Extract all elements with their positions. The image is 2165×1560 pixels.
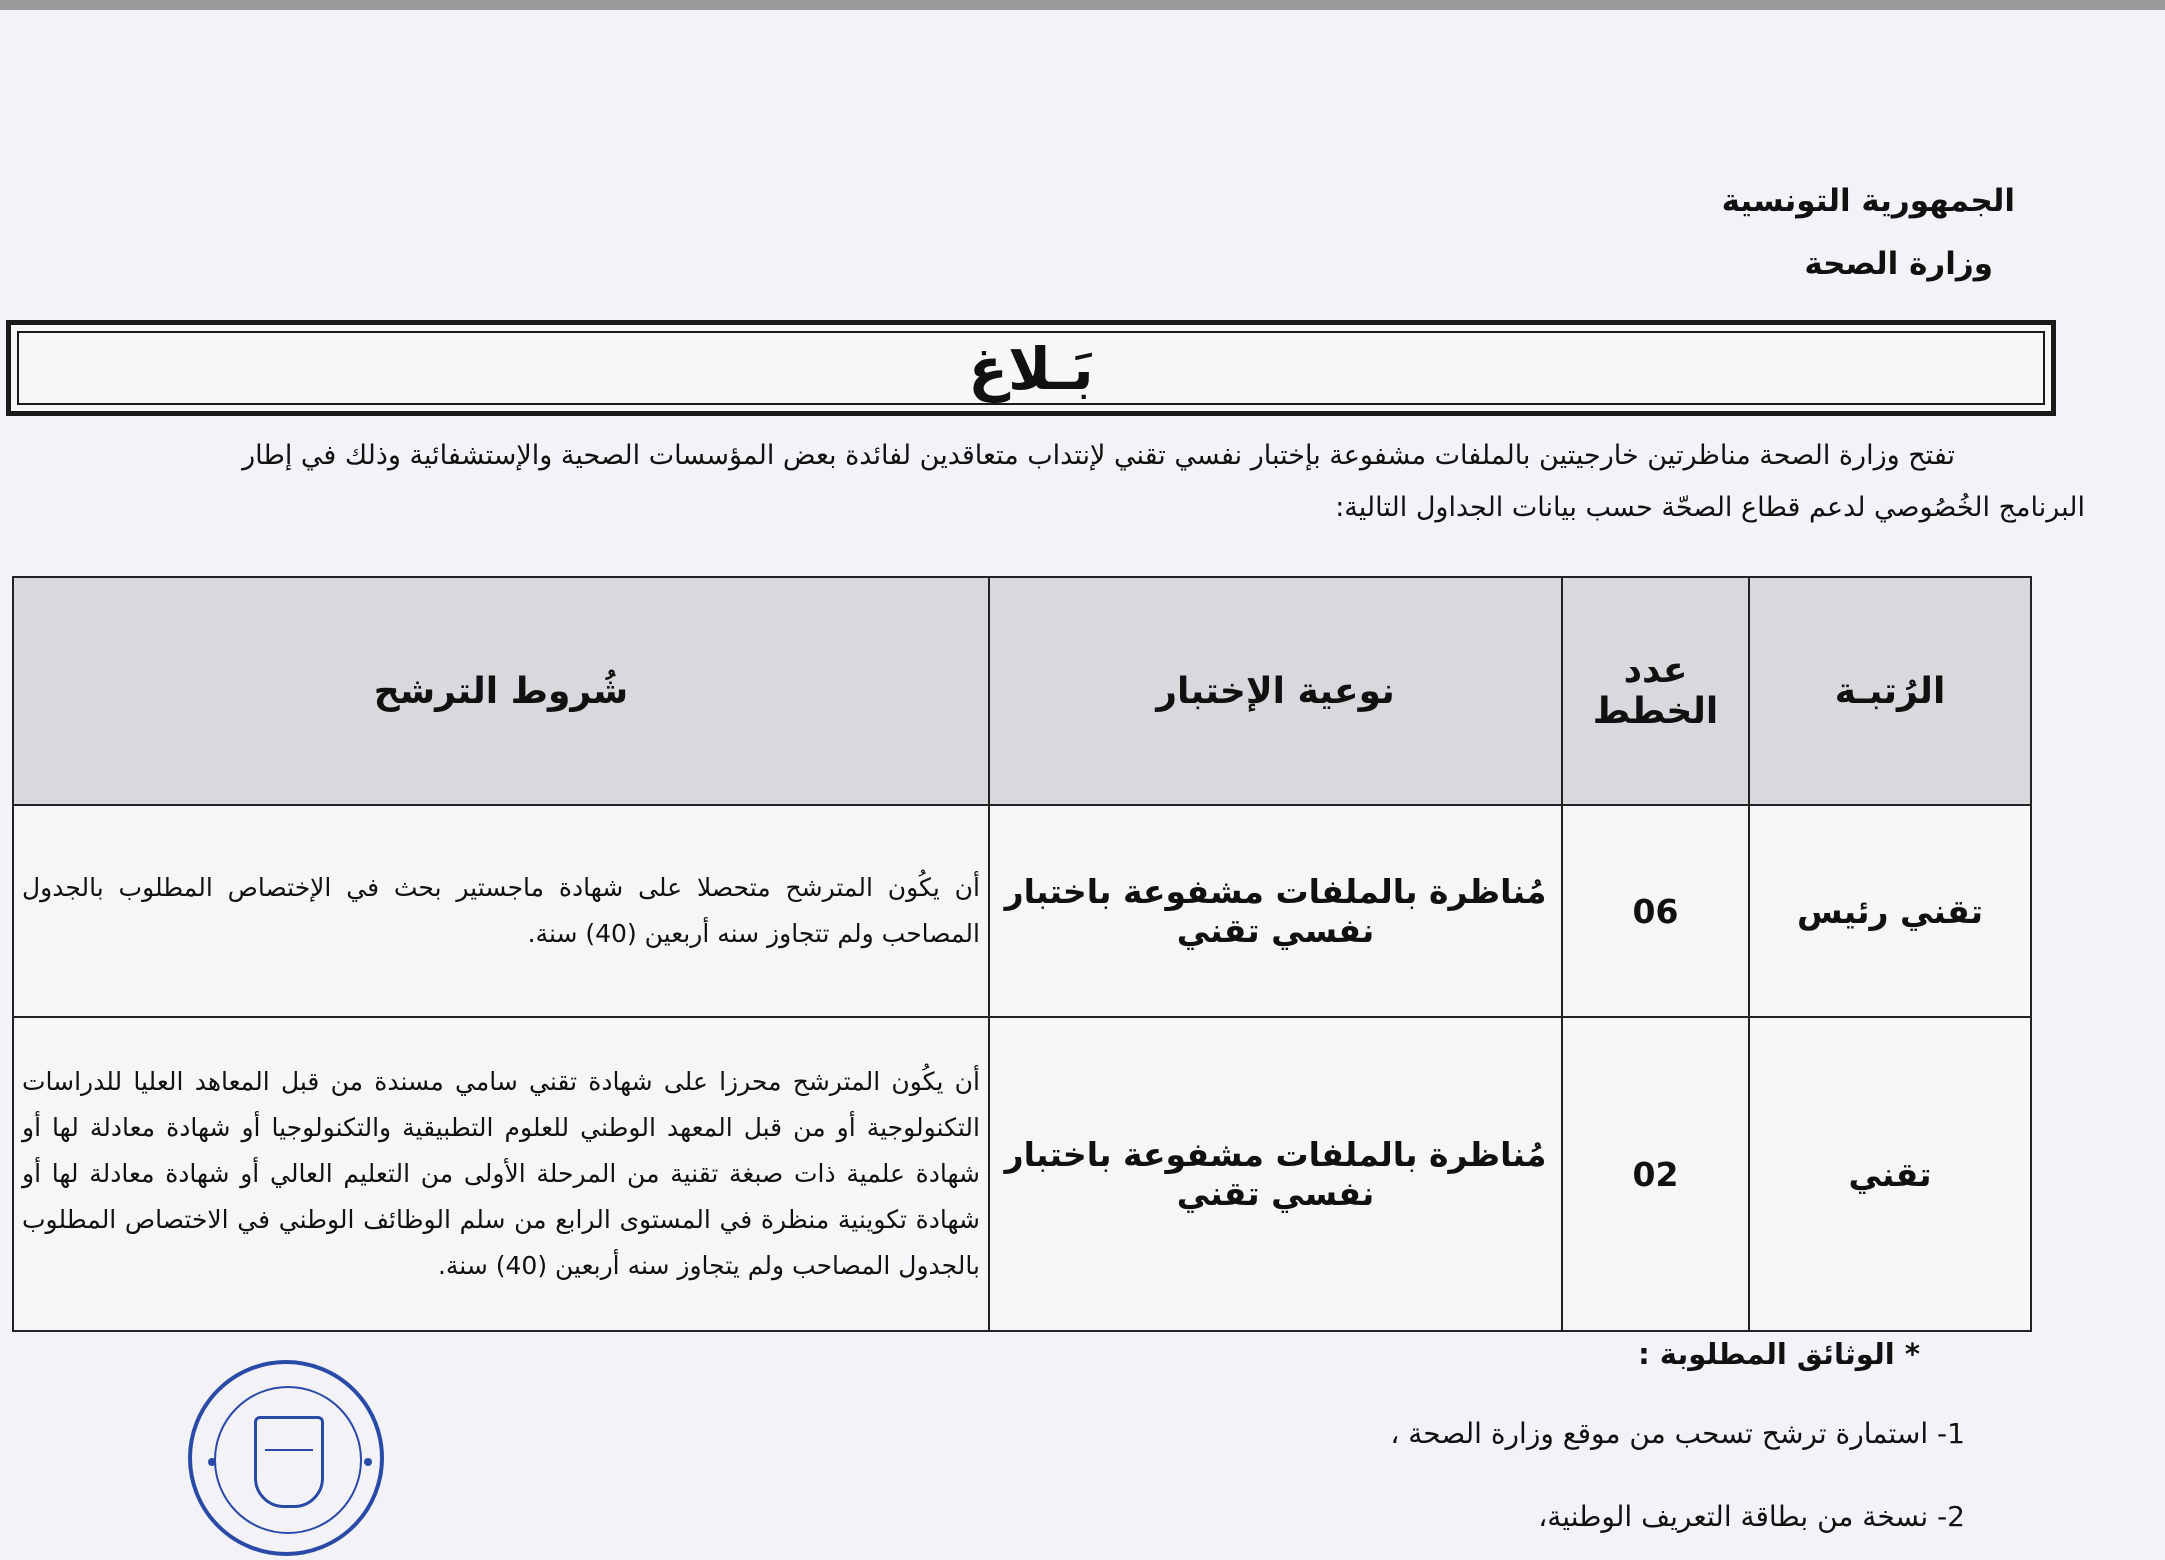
cell-test-type: مُناظرة بالملفات مشفوعة باختبار نفسي تقني xyxy=(989,1017,1562,1331)
official-stamp xyxy=(188,1360,384,1556)
top-border-line xyxy=(0,0,2165,10)
cell-count: 06 xyxy=(1562,805,1749,1017)
header-test-type: نوعية الإختبار xyxy=(989,577,1562,805)
stamp-stars xyxy=(192,1364,388,1560)
cell-rank: تقني رئيس xyxy=(1749,805,2031,1017)
header-conditions: شُروط الترشح xyxy=(13,577,989,805)
intro-line-2: البرنامج الخُصُوصي لدعم قطاع الصحّة حسب بيانات الجداول التالية: xyxy=(1335,492,2085,523)
cell-test-type: مُناظرة بالملفات مشفوعة باختبار نفسي تقني xyxy=(989,805,1562,1017)
ministry-name: وزارة الصحة xyxy=(1804,246,1993,282)
cell-rank: تقني xyxy=(1749,1017,2031,1331)
intro-paragraph xyxy=(0,430,2085,534)
table-row xyxy=(13,1017,2031,1331)
cell-conditions: أن يكُون المترشح متحصلا على شهادة ماجستير بحث في الإختصاص المطلوب بالجدول المصاحب ولم تتجاوز سنه أربعين (40) سنة. xyxy=(13,805,989,1017)
header-count: عدد الخطط xyxy=(1562,577,1749,805)
table-header-row xyxy=(13,577,2031,805)
document-title: بَـلاغ xyxy=(968,335,1094,403)
cell-conditions: أن يكُون المترشح محرزا على شهادة تقني سامي مسندة من قبل المعاهد العليا للدراسات التكنولوجية أو من قبل المعهد الوطني للعلوم التطبيقية والتكنولوجيا أو شهادة معادلة لها أو شهادة علمية ذات صبغة تقنية من المرحلة الأولى من التعليم العالي أو شهادة معادلة لها أو شهادة تكوينية منظرة في المستوى الرابع من سلم الوظائف الوطني في الاختصاص المطلوب بالجدول المصاحب ولم يتجاوز سنه أربعين (40) سنة. xyxy=(13,1017,989,1331)
header-rank: الرُتبـة xyxy=(1749,577,2031,805)
document-item: 1- استمارة ترشح تسحب من موقع وزارة الصحة ، xyxy=(1390,1417,1965,1450)
title-box xyxy=(6,320,2056,416)
cell-count: 02 xyxy=(1562,1017,1749,1331)
document-item: 2- نسخة من بطاقة التعريف الوطنية، xyxy=(1538,1500,1965,1533)
documents-title: * الوثائق المطلوبة : xyxy=(1638,1337,1920,1371)
intro-line-1: تفتح وزارة الصحة مناظرتين خارجيتين بالملفات مشفوعة بإختبار نفسي تقني لإنتداب متعاقدين لفائدة بعض المؤسسات الصحية والإستشفائية وذلك في إطار xyxy=(242,440,1955,471)
country-name: الجمهورية التونسية xyxy=(1721,183,2015,219)
table-row xyxy=(13,805,2031,1017)
positions-table xyxy=(12,576,2032,1332)
